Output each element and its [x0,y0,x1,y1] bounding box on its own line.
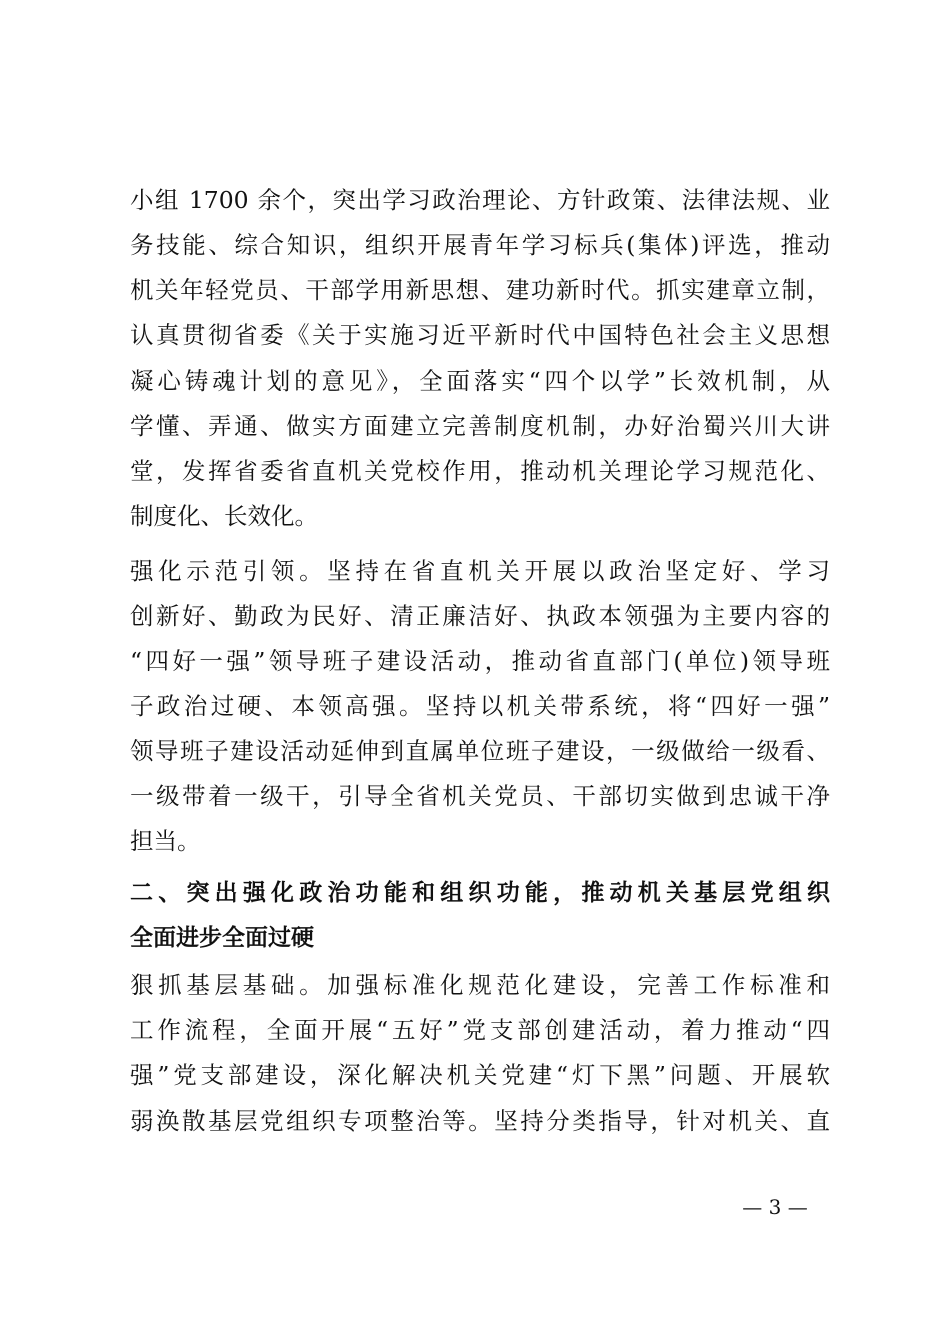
body-text-line: 堂，发挥省委省直机关党校作用，推动机关理论学习规范化、 [130,457,830,485]
section-heading: 二、突出强化政治功能和组织功能，推动机关基层党组织 [130,880,830,906]
body-text-line: 认真贯彻省委《关于实施习近平新时代中国特色社会主义思想 [130,321,830,349]
body-text-line: 担当。 [130,827,201,855]
body-text-line: 弱涣散基层党组织专项整治等。坚持分类指导，针对机关、直 [130,1107,830,1135]
body-text-line: 工作流程，全面开展“五好”党支部创建活动，着力推动“四 [130,1016,830,1044]
page-number: — 3 — [742,1195,808,1219]
body-text-line: 机关年轻党员、干部学用新思想、建功新时代。抓实建章立制， [130,276,830,304]
paragraph-first-line: 强化示范引领。坚持在省直机关开展以政治坚定好、学习 [130,557,830,585]
body-text-line: 一级带着一级干，引导全省机关党员、干部切实做到忠诚干净 [130,782,830,810]
body-text-line: 创新好、勤政为民好、清正廉洁好、执政本领强为主要内容的 [130,602,830,630]
body-text-line: “四好一强”领导班子建设活动，推动省直部门(单位)领导班 [130,647,830,675]
body-text-line: 制度化、长效化。 [130,502,318,530]
body-text-line: 学懂、弄通、做实方面建立完善制度机制，办好治蜀兴川大讲 [130,412,830,440]
body-text-line: 小组 1700 余个，突出学习政治理论、方针政策、法律法规、业 [130,186,830,214]
section-heading-continued: 全面进步全面过硬 [130,925,314,951]
body-text-line: 子政治过硬、本领高强。坚持以机关带系统，将“四好一强” [130,692,830,720]
paragraph-first-line: 狠抓基层基础。加强标准化规范化建设，完善工作标准和 [130,971,830,999]
body-text-line: 凝心铸魂计划的意见》，全面落实“四个以学”长效机制，从 [130,367,830,395]
body-text-line: 务技能、综合知识，组织开展青年学习标兵(集体)评选，推动 [130,231,830,259]
body-text-line: 领导班子建设活动延伸到直属单位班子建设，一级做给一级看、 [130,737,830,765]
body-text-line: 强”党支部建设，深化解决机关党建“灯下黑”问题、开展软 [130,1061,830,1089]
